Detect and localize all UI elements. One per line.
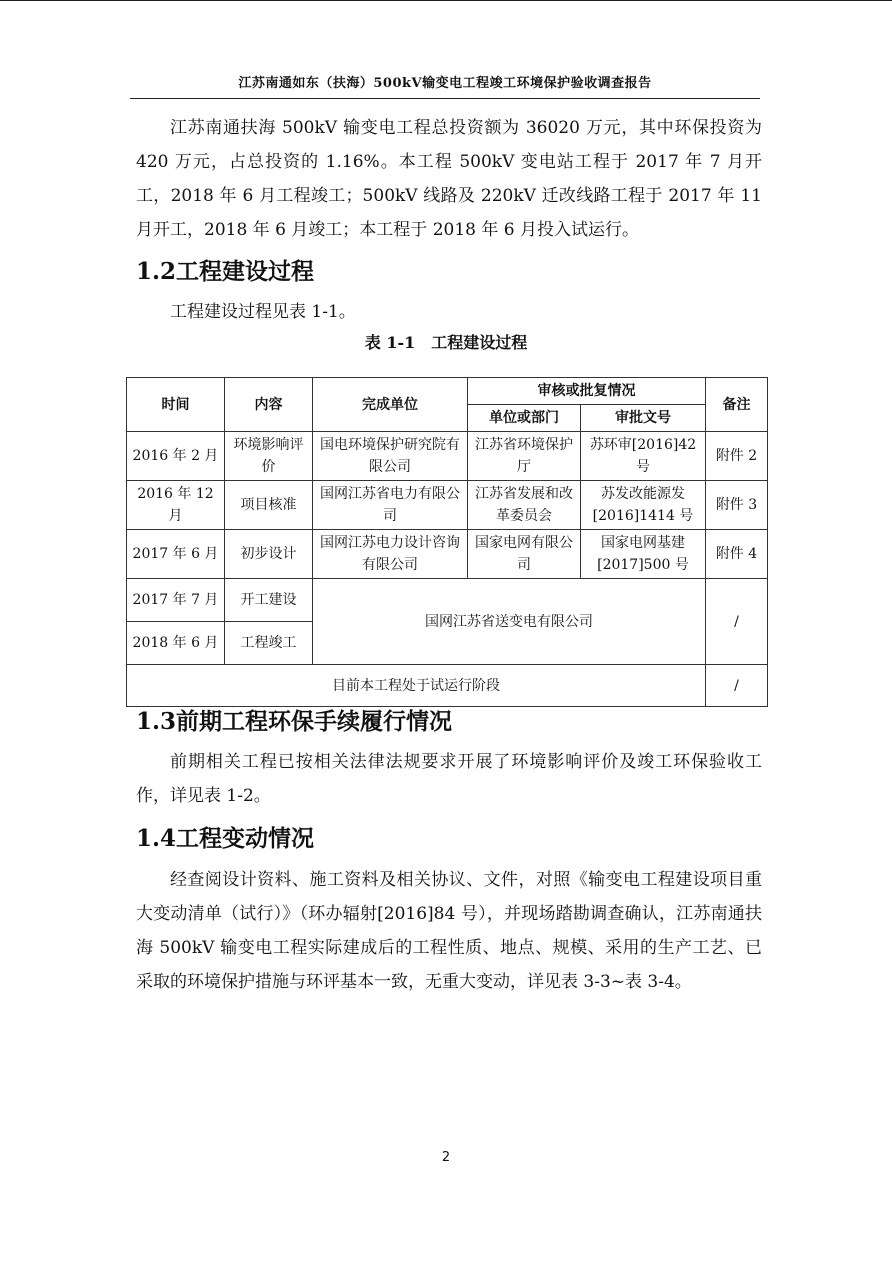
construction-process-table — [126, 377, 768, 707]
table-row — [127, 665, 768, 707]
table-row — [127, 481, 768, 530]
cell-doc: 国家电网基建[2017]500 号 — [581, 530, 706, 579]
intro-paragraph: 江苏南通扶海 500kV 输变电工程总投资额为 36020 万元，其中环保投资为 420 万元，占总投资的 1.16%。本工程 500kV 变电站工程于 2017 年 7 月开工，2018 年 6 月工程竣工；500kV 线路及 220kV 迁改线路工程于 2017 年 11 月开工，2018 年 6 月竣工；本工程于 2018 年 6 月投入试运行。 — [136, 118, 762, 240]
table-row — [127, 432, 768, 481]
cell-time: 2017 年 6 月 — [127, 530, 225, 579]
header-dept: 单位或部门 — [468, 405, 581, 432]
header-note: 备注 — [706, 378, 768, 432]
section-heading-1-2: 1.2工程建设过程 — [136, 258, 315, 285]
cell-note: / — [706, 579, 768, 665]
cell-construction-unit: 国网江苏省送变电有限公司 — [313, 579, 706, 665]
table-row — [127, 530, 768, 579]
page-number: 2 — [441, 1150, 451, 1165]
cell-time: 2018 年 6 月 — [127, 622, 225, 665]
header-content: 内容 — [225, 378, 313, 432]
section-1-3-paragraph: 前期相关工程已按相关法律法规要求开展了环境影响评价及竣工环保验收工作，详见表 1-2。 — [136, 752, 762, 806]
cell-dept: 江苏省发展和改革委员会 — [468, 481, 581, 530]
header-doc: 审批文号 — [581, 405, 706, 432]
section-1-4-paragraph: 经查阅设计资料、施工资料及相关协议、文件，对照《输变电工程建设项目重大变动清单（试行）》（环办辐射[2016]84 号），并现场踏勘调查确认，江苏南通扶海 500kV 输变电工程实际建成后的工程性质、地点、规模、采用的生产工艺、已采取的环境保护措施与环评基本一致，无重大变动，详见表 3-3~表 3-4。 — [136, 870, 762, 992]
table-row — [127, 579, 768, 622]
cell-note: 附件 3 — [706, 481, 768, 530]
section-heading-1-4: 1.4工程变动情况 — [136, 825, 315, 852]
cell-dept: 国家电网有限公司 — [468, 530, 581, 579]
cell-doc: 苏发改能源发[2016]1414 号 — [581, 481, 706, 530]
page-header: 江苏南通如东（扶海）500kV输变电工程竣工环境保护验收调查报告 — [130, 72, 760, 99]
cell-time: 2016 年 12 月 — [127, 481, 225, 530]
header-review: 审核或批复情况 — [468, 378, 706, 405]
cell-doc: 苏环审[2016]42 号 — [581, 432, 706, 481]
cell-unit: 国电环境保护研究院有限公司 — [313, 432, 468, 481]
cell-note: 附件 4 — [706, 530, 768, 579]
header-unit: 完成单位 — [313, 378, 468, 432]
cell-unit: 国网江苏电力设计咨询有限公司 — [313, 530, 468, 579]
cell-content: 项目核准 — [225, 481, 313, 530]
header-time: 时间 — [127, 378, 225, 432]
table-caption: 表 1-1 工程建设过程 — [364, 333, 528, 352]
cell-status: 目前本工程处于试运行阶段 — [127, 665, 706, 707]
cell-note: / — [706, 665, 768, 707]
cell-content: 工程竣工 — [225, 622, 313, 665]
cell-content: 开工建设 — [225, 579, 313, 622]
cell-time: 2017 年 7 月 — [127, 579, 225, 622]
page-top-border — [0, 0, 892, 1]
section-heading-1-3: 1.3前期工程环保手续履行情况 — [136, 708, 453, 735]
cell-content: 环境影响评价 — [225, 432, 313, 481]
cell-note: 附件 2 — [706, 432, 768, 481]
cell-content: 初步设计 — [225, 530, 313, 579]
cell-dept: 江苏省环境保护厅 — [468, 432, 581, 481]
cell-unit: 国网江苏省电力有限公司 — [313, 481, 468, 530]
section-1-2-paragraph: 工程建设过程见表 1-1。 — [170, 302, 356, 322]
cell-time: 2016 年 2 月 — [127, 432, 225, 481]
